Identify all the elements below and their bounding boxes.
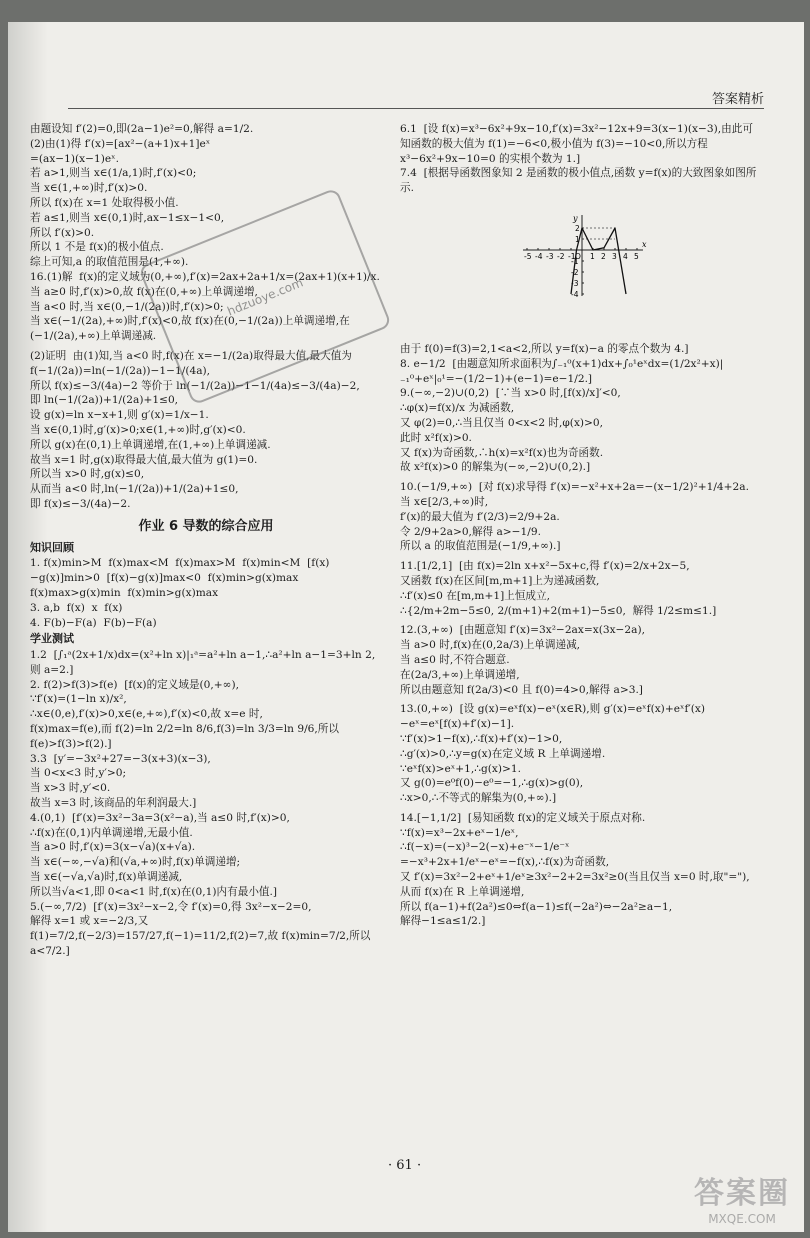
answer-line: ∵f′(x)>1−f(x),∴f(x)+f′(x)−1>0,	[400, 732, 563, 745]
answer-line: 所以 f′(x)>0.	[30, 226, 95, 239]
answer-line: 6.1 [设 f(x)=x³−6x²+9x−10,f′(x)=3x²−12x+9=3(x−1)(x−3),由此可知函数的极大值为 f(1)=−6<0,极小值为 f(3)=−10<0,所以方程 x³−6x²+9x−10=0 的实根个数为 1.]	[400, 123, 753, 165]
stamp-text: hdzuoye.com	[225, 274, 305, 319]
answer-line: ∴x>0,∴不等式的解集为(0,+∞).]	[400, 792, 557, 805]
answer-line: 综上可知,a 的取值范围是(1,+∞).	[30, 256, 189, 269]
answer-line: 若 a>1,则当 x∈(1/a,1)时,f′(x)<0;	[30, 167, 197, 180]
answer-line: 所以 a 的取值范围是(−1/9,+∞).]	[400, 540, 561, 553]
answer-line: 所以当 x>0 时,g(x)≤0,	[30, 468, 145, 481]
answer-line: 又 f(x)为奇函数,∴h(x)=x²f(x)也为奇函数.	[400, 446, 604, 459]
answer-line: 由于 f(0)=f(3)=2,1<a<2,所以 y=f(x)−a 的零点个数为 4.]	[400, 342, 689, 355]
answer-line: 在(2a/3,+∞)上单调递增,	[400, 668, 520, 681]
answer-line: 设 g(x)=ln x−x+1,则 g′(x)=1/x−1.	[30, 409, 209, 422]
answer-line: 所以 f(x)在 x=1 处取得极小值.	[30, 196, 179, 209]
answer-line: ∴g′(x)>0,∴y=g(x)在定义域 R 上单调递增.	[400, 747, 606, 760]
answer-line: 所以 f(x)≤−3/(4a)−2 等价于 ln(−1/(2a))−1−1/(4a)≤−3/(4a)−2,	[30, 379, 360, 392]
answer-line: 从而当 a<0 时,ln(−1/(2a))+1/(2a)+1≤0,	[30, 483, 239, 496]
answer-line: 解得−1≤a≤1/2.]	[400, 915, 486, 928]
watermark-url: MXQE.COM	[708, 1212, 776, 1226]
page-header-title: 答案精析	[711, 92, 764, 107]
answer-line: 当 a<0 时,当 x∈(0,−1/(2a))时,f′(x)>0;	[30, 300, 224, 313]
answer-line: (2)证明 由(1)知,当 a<0 时,f(x)在 x=−1/(2a)取得最大值,最大值为 f(−1/(2a))=ln(−1/(2a))−1−1/(4a),	[30, 349, 356, 377]
answer-line: 12.(3,+∞) [由题意知 f′(x)=3x²−2ax=x(3x−2a),	[400, 624, 645, 637]
y-tick-label: 2	[575, 223, 580, 233]
y-axis-label: y	[573, 213, 578, 223]
answer-line: ∴f′(x)≤0 在[m,m+1]上恒成立,	[400, 589, 550, 602]
y-tick-label: -4	[571, 289, 579, 299]
answer-line: 当 a≥0 时,f′(x)>0,故 f(x)在(0,+∞)上单调递增,	[30, 285, 258, 298]
answer-line: f′(x)的最大值为 f′(2/3)=2/9+2a.	[400, 510, 560, 523]
x-tick-label: O	[575, 251, 581, 261]
answer-line: 9.(−∞,−2)∪(0,2) [∵当 x>0 时,[f(x)/x]′<0,	[400, 387, 621, 400]
y-tick-label: 1	[575, 234, 580, 244]
answer-line: 7.4 [根据导函数图象知 2 是函数的极小值点,函数 y=f(x)的大致图象如图所示.	[400, 167, 757, 195]
answer-line: 又 f′(x)=3x²−2+eˣ+1/eˣ≥3x²−2+2=3x²≥0(当且仅当 x=0 时,取"="),从而 f(x)在 R 上单调递增,	[400, 871, 750, 898]
answer-line: ∴x∈(0,e),f′(x)>0,x∈(e,+∞),f′(x)<0,故 x=e 时,	[30, 708, 263, 721]
header-rule	[68, 108, 764, 109]
answer-line: 3. a,b f(x) x f(x)	[30, 601, 123, 614]
answer-line: 8. e−1/2 [由题意知所求面积为∫₋₁⁰(x+1)dx+∫₀¹eˣdx=(1/2x²+x)|₋₁⁰+eˣ|₀¹=−(1/2−1)+(e−1)=e−1/2.]	[400, 357, 724, 385]
answer-line: 故当 x=3 时,该商品的年利润最大.]	[30, 797, 197, 810]
answer-line: 若 a≤1,则当 x∈(0,1)时,ax−1≤x−1<0,	[30, 211, 225, 224]
x-tick-label: -5	[524, 251, 532, 261]
answer-line: 当 a>0 时,f(x)在(0,2a/3)上单调递减,	[400, 639, 581, 652]
answer-line: 3.3 [y′=−3x²+27=−3(x+3)(x−3),	[30, 752, 211, 765]
section-subtitle: 学业测试	[30, 632, 74, 646]
x-tick-label: -2	[557, 251, 565, 261]
answer-line: f(x)max=f(e),而 f(2)=ln 2/2=ln 8/6,f(3)=ln 3/3=ln 9/6,所以 f(e)>f(3)>f(2).]	[30, 723, 343, 750]
x-axis-label: x	[642, 239, 647, 249]
answer-line: 10.(−1/9,+∞) [对 f(x)求导得 f′(x)=−x²+x+2a=−(x−1/2)²+1/4+2a.	[400, 481, 749, 494]
answer-line: 当 a≤0 时,不符合题意.	[400, 653, 510, 666]
answer-line: 由题设知 f′(2)=0,即(2a−1)e²=0,解得 a=1/2.	[30, 123, 254, 135]
x-tick-label: -4	[535, 251, 543, 261]
site-watermark	[694, 1168, 790, 1226]
answer-line: 令 2/9+2a>0,解得 a>−1/9.	[400, 525, 541, 538]
x-tick-label: 4	[623, 251, 628, 261]
answer-line: 当 x∈(1,+∞)时,f′(x)>0.	[30, 182, 148, 195]
answer-line: ∴φ(x)=f(x)/x 为减函数,	[400, 402, 515, 415]
answer-line: 1.2 [∫₁ᵃ(2x+1/x)dx=(x²+ln x)|₁ᵃ=a²+ln a−1,∴a²+ln a−1=3+ln 2,则 a=2.]	[30, 649, 376, 676]
answer-line: 当 x∈[2/3,+∞)时,	[400, 495, 489, 508]
x-tick-label: -3	[546, 251, 554, 261]
derivative-graph	[518, 200, 668, 338]
answer-line: 5.(−∞,7/2) [f′(x)=3x²−x−2,令 f′(x)=0,得 3x²−x−2=0,	[30, 900, 312, 913]
answer-line: 2. f(2)>f(3)>f(e) [f(x)的定义域是(0,+∞),	[30, 678, 239, 691]
answer-line: 13.(0,+∞) [设 g(x)=eˣf(x)−eˣ(x∈R),则 g′(x)=eˣf(x)+eˣf′(x)−eˣ=eˣ[f(x)+f′(x)−1].	[400, 703, 706, 731]
x-tick-label: 5	[634, 251, 639, 261]
answer-line: (2)由(1)得 f′(x)=[ax²−(a+1)x+1]eˣ	[30, 137, 211, 150]
answer-line: 当 0<x<3 时,y′>0;	[30, 767, 127, 780]
answer-line: 所以当√a<1,即 0<a<1 时,f(x)在(0,1)内有最小值.]	[30, 885, 278, 898]
watermark-logo: 答案圈	[694, 1176, 790, 1211]
answer-line: 故 x²f(x)>0 的解集为(−∞,−2)∪(0,2).]	[400, 461, 591, 474]
answer-line: 当 x∈(−√a,√a)时,f(x)单调递减,	[30, 871, 183, 884]
answer-line: 4.(0,1) [f′(x)=3x²−3a=3(x²−a),当 a≤0 时,f′(x)>0,	[30, 811, 290, 824]
answer-line: 又 g(0)=e⁰f(0)−e⁰=−1,∴g(x)>g(0),	[400, 777, 584, 790]
answer-line: 故当 x=1 时,g(x)取得最大值,最大值为 g(1)=0.	[30, 453, 258, 466]
x-tick-label: 2	[601, 251, 606, 261]
answer-line: 又 φ(2)=0,∴当且仅当 0<x<2 时,φ(x)>0,	[400, 416, 604, 429]
answer-line: =(ax−1)(x−1)eˣ.	[30, 152, 120, 165]
answer-line: ∵f(x)=x³−2x+eˣ−1/eˣ,	[400, 826, 519, 839]
answer-line: 所以 g(x)在(0,1)上单调递增,在(1,+∞)上单调递减.	[30, 438, 271, 451]
x-tick-label: 1	[590, 251, 595, 261]
x-tick-label: -1	[568, 251, 576, 261]
answer-line: 16.(1)解 f(x)的定义域为(0,+∞),f′(x)=2ax+2a+1/x=(2ax+1)(x+1)/x.	[30, 270, 380, 283]
answer-line: 当 x∈(0,1)时,g′(x)>0;x∈(1,+∞)时,g′(x)<0.	[30, 423, 246, 436]
page-number: · 61 ·	[388, 1158, 422, 1173]
answer-line: =−x³+2x+1/eˣ−eˣ=−f(x),∴f(x)为奇函数,	[400, 856, 610, 869]
answer-line: 14.[−1,1/2] [易知函数 f(x)的定义域关于原点对称.	[400, 811, 646, 824]
answer-line: 解得 x=1 或 x=−2/3,又 f(1)=7/2,f(−2/3)=157/27,f(−1)=11/2,f(2)=7,故 f(x)min=7/2,所以 a<7/2.]	[30, 915, 374, 958]
section-title: 作业 6 导数的综合应用	[138, 518, 274, 534]
answer-page	[8, 22, 804, 1232]
answer-line: 所以 f(a−1)+f(2a²)≤0⇔f(a−1)≤f(−2a²)⇔−2a²≥a−1,	[400, 900, 673, 913]
answer-line: 11.[1/2,1] [由 f(x)=2ln x+x²−5x+c,得 f′(x)=2/x+2x−5,	[400, 560, 690, 573]
answer-line: 当 x>3 时,y′<0.	[30, 782, 111, 795]
answer-line: 即 ln(−1/(2a))+1/(2a)+1≤0,	[30, 394, 179, 407]
right-column	[400, 122, 760, 929]
answer-line: 所以由题意知 f(2a/3)<0 且 f(0)=4>0,解得 a>3.]	[400, 683, 643, 696]
y-tick-label: -2	[571, 267, 579, 277]
x-tick-label: 3	[612, 251, 617, 261]
answer-line: ∴f(−x)=(−x)³−2(−x)+e⁻ˣ−1/e⁻ˣ	[400, 841, 570, 854]
answer-line: ∵f′(x)=(1−ln x)/x²,	[30, 693, 127, 706]
answer-line: 此时 x²f(x)>0.	[400, 431, 472, 444]
answer-line: 当 a>0 时,f′(x)=3(x−√a)(x+√a).	[30, 841, 196, 854]
answer-line: 当 x∈(−∞,−√a)和(√a,+∞)时,f(x)单调递增;	[30, 856, 241, 869]
answer-line: ∴f(x)在(0,1)内单调递增,无最小值.	[30, 826, 193, 839]
y-tick-label: -3	[571, 278, 579, 288]
answer-line: 1. f(x)min>M f(x)max<M f(x)max>M f(x)min<M [f(x)−g(x)]min>0 [f(x)−g(x)]max<0 f(x)min>g(x)max f(x)max>g(x)min f(x)min>g(x)max	[30, 557, 330, 599]
answer-line: ∵eˣf(x)>eˣ+1,∴g(x)>1.	[400, 762, 522, 775]
function-curve	[571, 228, 626, 294]
answer-line: 所以 1 不是 f(x)的极小值点.	[30, 241, 164, 254]
section-subtitle: 知识回顾	[30, 540, 74, 554]
answer-line: 4. F(b)−F(a) F(b)−F(a)	[30, 616, 157, 629]
answer-line: 又函数 f(x)在区间[m,m+1]上为递减函数,	[400, 574, 600, 587]
answer-line: 当 x∈(−1/(2a),+∞)时,f′(x)<0,故 f(x)在(0,−1/(2a))上单调递增,在(−1/(2a),+∞)上单调递减.	[30, 315, 350, 343]
y-tick-label: -1	[571, 256, 579, 266]
answer-line: ∴{2/m+2m−5≤0, 2/(m+1)+2(m+1)−5≤0, 解得 1/2≤m≤1.]	[400, 604, 717, 617]
answer-line: 即 f(x)≤−3/(4a)−2.	[30, 497, 131, 510]
